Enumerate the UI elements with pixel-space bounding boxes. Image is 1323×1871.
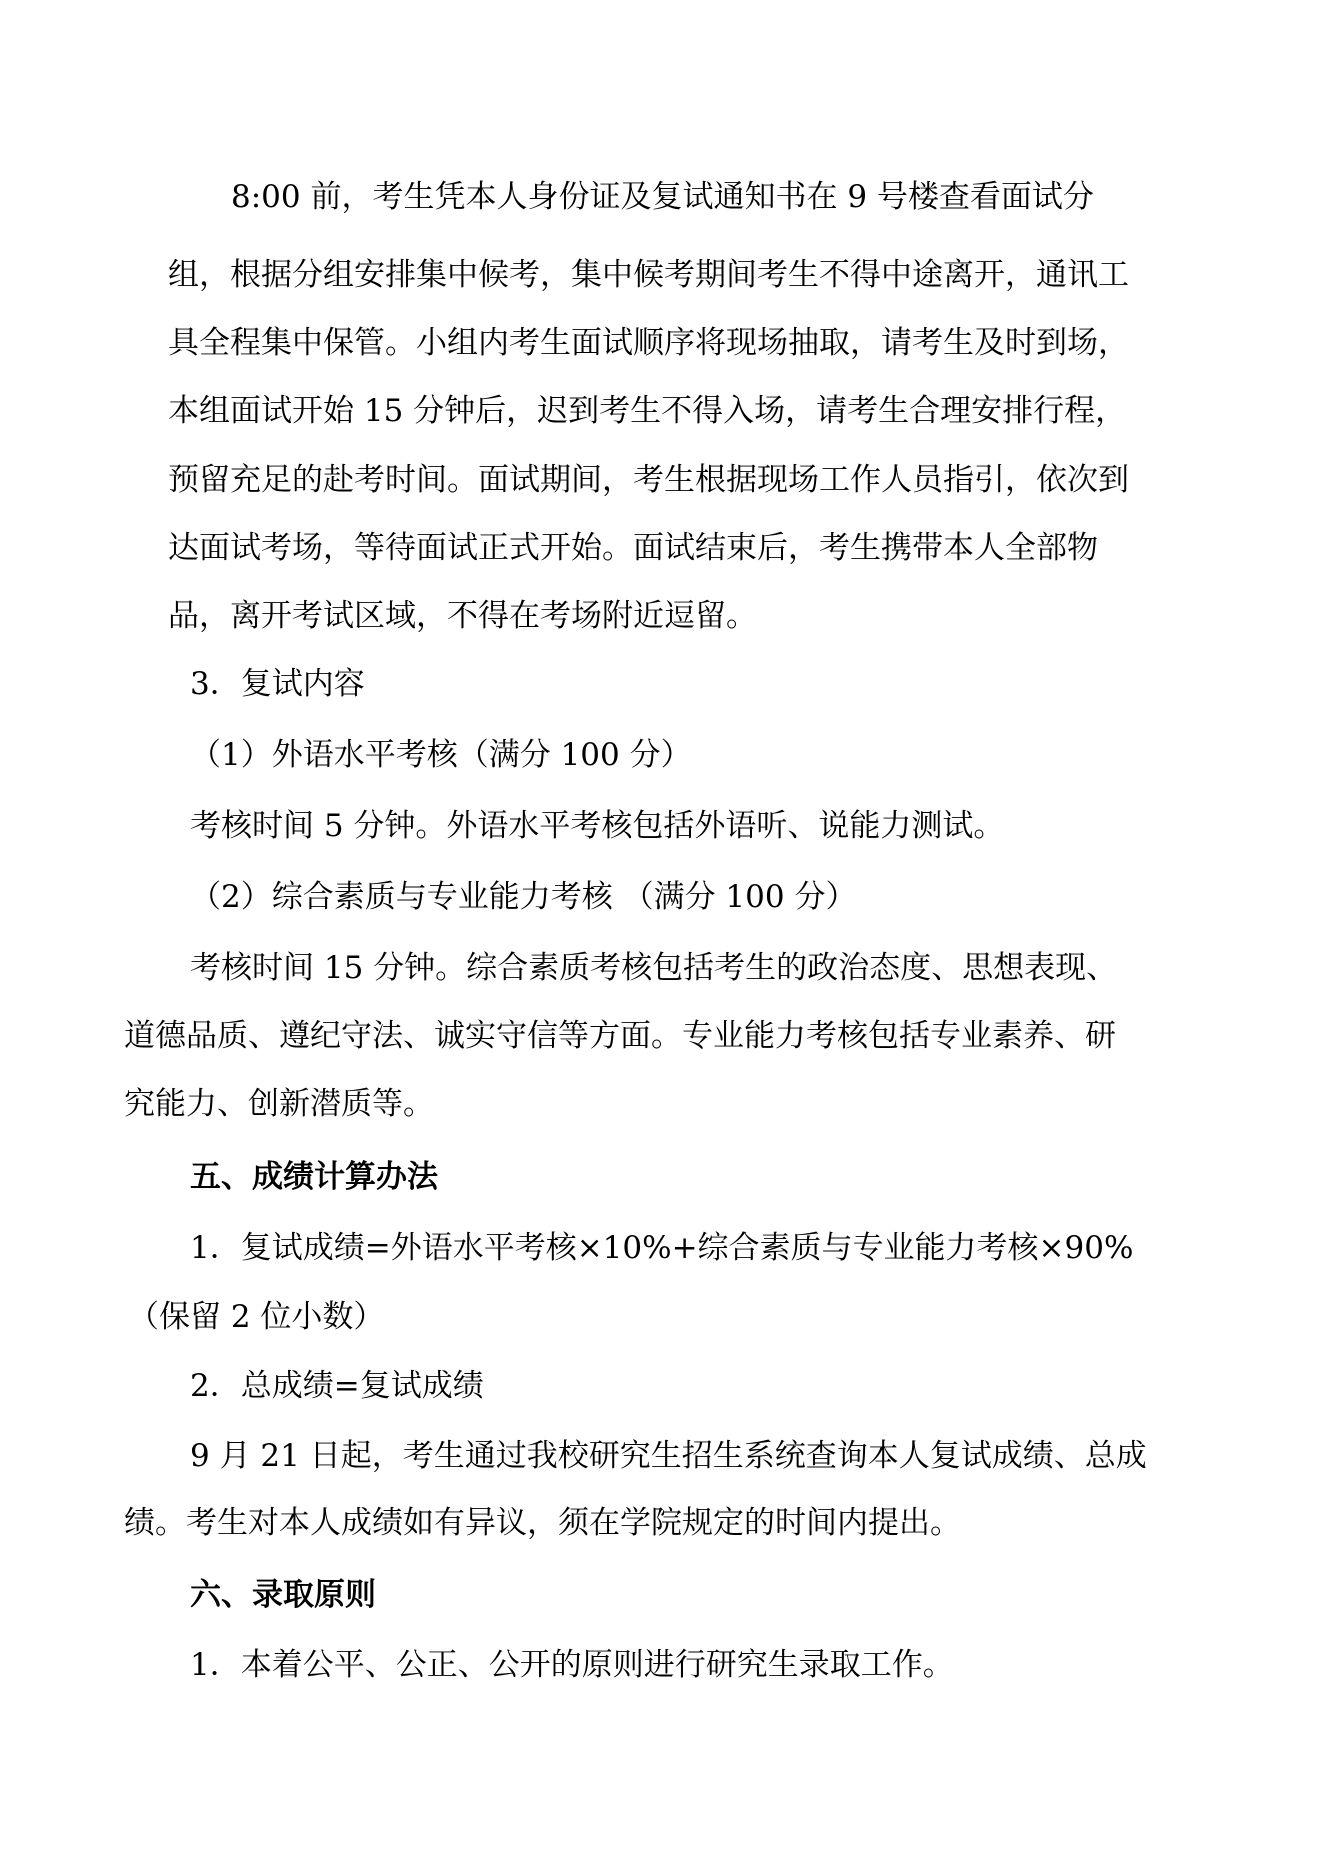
section-heading: 五、成绩计算办法 bbox=[190, 1159, 438, 1195]
paragraph-line: 考核时间 15 分钟。综合素质考核包括考生的政治态度、思想表现、 bbox=[190, 950, 1118, 986]
section-heading: 六、录取原则 bbox=[190, 1577, 376, 1613]
subsection-item: （1）外语水平考核（满分 100 分） bbox=[190, 737, 692, 773]
subsection-item: （2）综合素质与专业能力考核 （满分 100 分） bbox=[190, 879, 857, 915]
formula-line: 1．复试成绩=外语水平考核×10%+综合素质与专业能力考核×90% bbox=[190, 1230, 1134, 1266]
paragraph-line: （保留 2 位小数） bbox=[128, 1299, 385, 1335]
paragraph-line: 品，离开考试区域，不得在考场附近逗留。 bbox=[168, 598, 757, 634]
paragraph-line: 究能力、创新潜质等。 bbox=[124, 1086, 434, 1122]
paragraph-line: 预留充足的赴考时间。面试期间，考生根据现场工作人员指引，依次到 bbox=[168, 462, 1129, 498]
paragraph-line: 绩。考生对本人成绩如有异议，须在学院规定的时间内提出。 bbox=[124, 1505, 961, 1541]
section-item: 3．复试内容 bbox=[190, 666, 365, 702]
paragraph-line: 9 月 21 日起，考生通过我校研究生招生系统查询本人复试成绩、总成 bbox=[190, 1438, 1147, 1474]
paragraph-line: 本组面试开始 15 分钟后，迟到考生不得入场，请考生合理安排行程， bbox=[168, 393, 1127, 429]
paragraph-line: 1．本着公平、公正、公开的原则进行研究生录取工作。 bbox=[190, 1647, 954, 1683]
paragraph-line: 组，根据分组安排集中候考，集中候考期间考生不得中途离开，通讯工 bbox=[168, 257, 1129, 293]
paragraph-line: 道德品质、遵纪守法、诚实守信等方面。专业能力考核包括专业素养、研 bbox=[124, 1018, 1116, 1054]
formula-line: 2．总成绩=复试成绩 bbox=[190, 1368, 484, 1404]
paragraph-line: 8:00 前，考生凭本人身份证及复试通知书在 9 号楼查看面试分 bbox=[231, 179, 1094, 215]
paragraph-line: 达面试考场，等待面试正式开始。面试结束后，考生携带本人全部物 bbox=[168, 530, 1098, 566]
paragraph-line: 考核时间 5 分钟。外语水平考核包括外语听、说能力测试。 bbox=[190, 808, 1005, 844]
paragraph-line: 具全程集中保管。小组内考生面试顺序将现场抽取，请考生及时到场， bbox=[168, 325, 1129, 361]
